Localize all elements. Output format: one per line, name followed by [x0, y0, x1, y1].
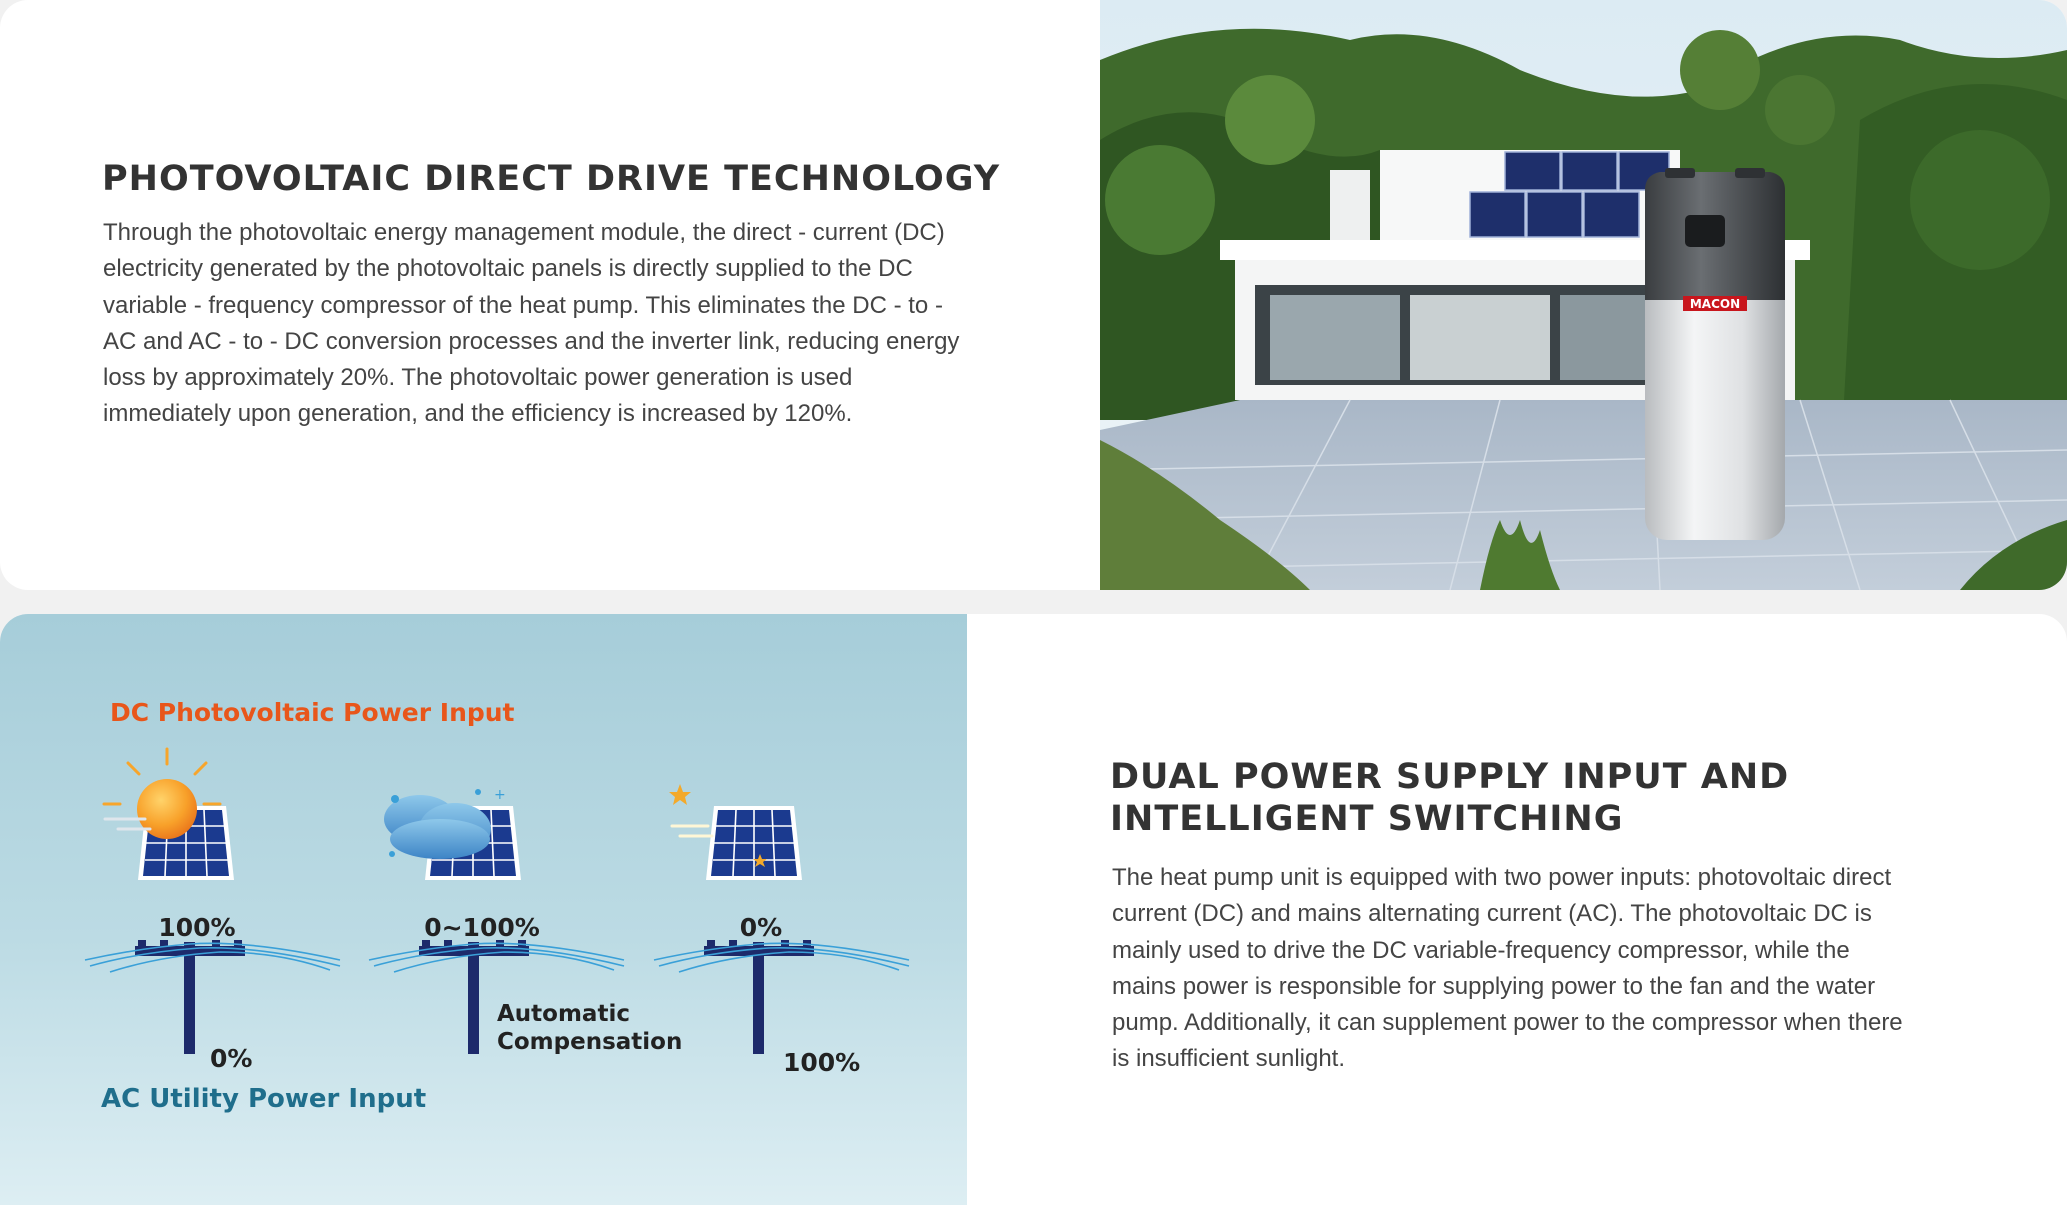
scenario-2-dc-value: 0~100% — [424, 913, 540, 942]
villa-heat-pump-photo — [1100, 0, 2067, 590]
pv-section-body: Through the photovoltaic energy management module, the direct - current (DC) electricity generated by the photovoltaic panels is directly supplied to the DC variable - frequency compressor of the heat pump. This eliminates the DC - to - AC and AC - to - DC conversion processes and the inverter link, reducing energy loss by approximately 20%. The photovoltaic power generation is used immediately upon generation, and the efficiency is increased by 120%. — [103, 219, 960, 428]
dual-power-card — [0, 614, 2067, 1205]
ac-input-label: AC Utility Power Input — [101, 1084, 427, 1114]
dc-input-label: DC Photovoltaic Power Input — [110, 698, 515, 727]
dual-title-line1: DUAL POWER SUPPLY INPUT AND — [1110, 757, 1790, 797]
power-input-infographic — [0, 614, 967, 1205]
svg-text:+: + — [494, 787, 506, 803]
dual-title-line2: INTELLIGENT SWITCHING — [1110, 799, 1624, 839]
dual-section-body: The heat pump unit is equipped with two power inputs: photovoltaic direct current (DC) and mains alternating current (AC). The photovoltaic DC is mainly used to drive the DC variable-frequency compressor, while the mains power is responsible for supplying power to the fan and the water pump. Additionally, it can supplement power to the compressor when there is insufficient sunlight. — [1112, 864, 1903, 1073]
pv-section-title: PHOTOVOLTAIC DIRECT DRIVE TECHNOLOGY — [102, 159, 1001, 199]
scenario-2-ac-value-line2: Compensation — [497, 1029, 683, 1055]
scenario-1-ac-value: 0% — [210, 1044, 253, 1073]
scenario-1-dc-value: 100% — [158, 913, 236, 942]
macon-brand-label: MACON — [1689, 297, 1741, 311]
dual-section-title — [1110, 756, 1910, 840]
pv-direct-drive-card — [0, 0, 2067, 590]
scenario-3-ac-value: 100% — [783, 1048, 861, 1077]
scenario-2-ac-value-line1: Automatic — [497, 1001, 630, 1027]
scenario-3-dc-value: 0% — [739, 913, 783, 942]
